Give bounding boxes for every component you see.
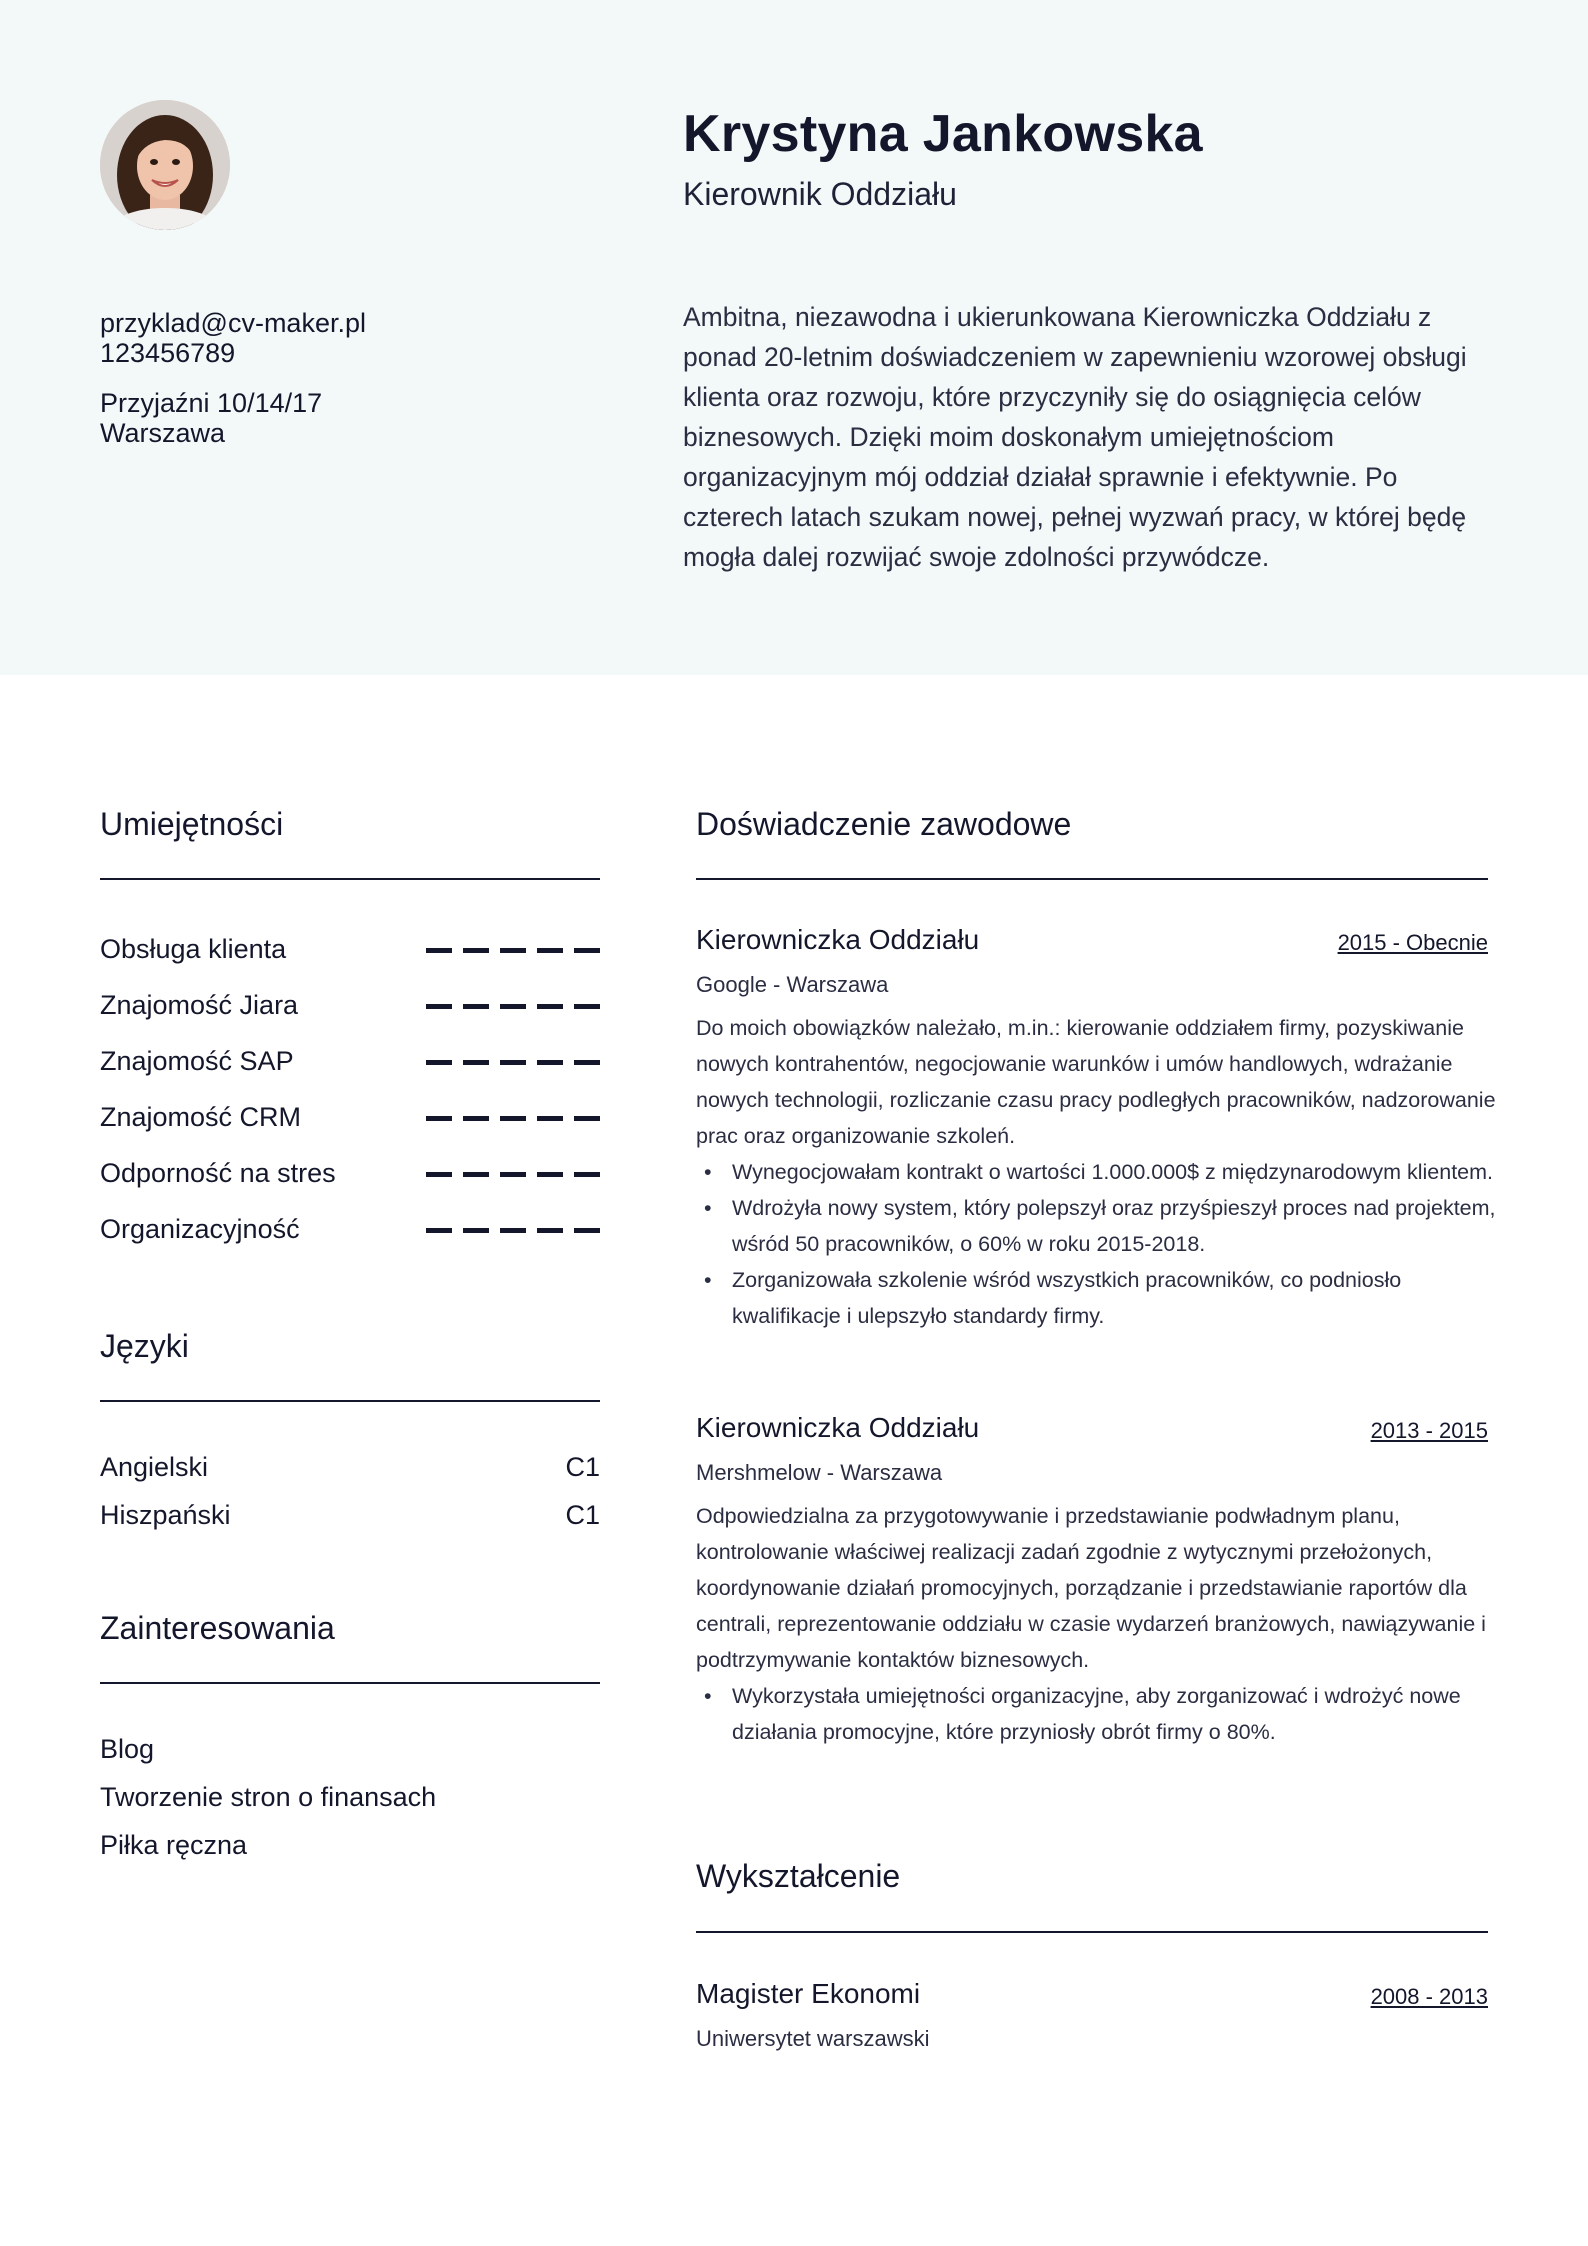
job-title: Kierowniczka Oddziału xyxy=(696,1412,980,1443)
skill-item xyxy=(100,1046,600,1080)
skill-level-bar xyxy=(426,1004,600,1010)
school-name: Uniwersytet warszawski xyxy=(696,2026,930,2051)
skill-label: Znajomość Jiara xyxy=(100,990,299,1020)
languages-divider xyxy=(100,1400,600,1402)
education-divider xyxy=(696,1931,1488,1933)
skill-label: Organizacyjność xyxy=(100,1214,300,1244)
candidate-title: Kierownik Oddziału xyxy=(683,176,957,212)
interests-title: Zainteresowania xyxy=(100,1610,335,1646)
skill-label: Odporność na stres xyxy=(100,1158,336,1188)
experience-divider xyxy=(696,878,1488,880)
job-company: Mershmelow - Warszawa xyxy=(696,1460,943,1485)
avatar-icon xyxy=(100,100,230,230)
skill-item xyxy=(100,934,600,968)
skill-item xyxy=(100,1102,600,1136)
skill-level-bar xyxy=(426,948,600,954)
interests-divider xyxy=(100,1682,600,1684)
job-dates: 2015 - Obecnie xyxy=(1337,930,1488,955)
skills-title: Umiejętności xyxy=(100,806,284,842)
achievement-item: • Wykorzystała umiejętności organizacyjne, aby zorganizować i wdrożyć nowe działania promocyjne, które przyniosły obrót firmy o 80%. xyxy=(696,1678,1496,1750)
skill-item xyxy=(100,990,600,1024)
job-achievements xyxy=(696,1678,1496,1750)
job-achievements xyxy=(696,1154,1496,1334)
profile-photo xyxy=(100,100,230,230)
phone: 123456789 xyxy=(100,338,236,368)
skill-level-bar xyxy=(426,1172,600,1178)
skill-item xyxy=(100,1158,600,1192)
achievement-item: • Zorganizowała szkolenie wśród wszystkich pracowników, co podniosło kwalifikacje i ulepszyło standardy firmy. xyxy=(696,1262,1496,1334)
skills-divider xyxy=(100,878,600,880)
city: Warszawa xyxy=(100,418,226,448)
achievement-item: • Wynegocjowałam kontrakt o wartości 1.000.000$ z międzynarodowym klientem. xyxy=(696,1154,1496,1190)
job-company: Google - Warszawa xyxy=(696,972,889,997)
achievement-item: • Wdrożyła nowy system, który polepszył oraz przyśpieszył proces nad projektem, wśród 50 pracowników, o 60% w roku 2015-2018. xyxy=(696,1190,1496,1262)
profile-summary: Ambitna, niezawodna i ukierunkowana Kierowniczka Oddziału z ponad 20-letnim doświadczeniem w zapewnieniu wzorowej obsługi klienta oraz rozwoju, które przyczyniły się do osiągnięcia celów biznesowych. Dzięki moim doskonałym umiejętnościom organizacyjnym mój oddział działał sprawnie i efektywnie. Po czterech latach szukam nowej, pełnej wyzwań pracy, w której będę mogła dalej rozwijać swoje zdolności przywódcze. xyxy=(683,302,1467,572)
skill-label: Znajomość SAP xyxy=(100,1046,294,1076)
email[interactable]: przyklad@cv-maker.pl xyxy=(100,308,366,338)
skill-item xyxy=(100,1214,600,1248)
skill-level-bar xyxy=(426,1116,600,1122)
interest-item: Blog xyxy=(100,1734,155,1764)
contact-block xyxy=(100,308,366,448)
skill-level-bar xyxy=(426,1060,600,1066)
degree-title: Magister Ekonomi xyxy=(696,1978,921,2009)
skill-level-bar xyxy=(426,1228,600,1234)
job-description: Do moich obowiązków należało, m.in.: kierowanie oddziałem firmy, pozyskiwanie nowych kontrahentów, negocjowanie warunków i umów handlowych, wdrażanie nowych technologii, rozliczanie czasu pracy podległych pracowników, nadzorowanie prac oraz organizowanie szkoleń. xyxy=(696,1016,1496,1148)
language-level: C1 xyxy=(565,1500,600,1530)
language-name: Angielski xyxy=(100,1452,209,1482)
job-title: Kierowniczka Oddziału xyxy=(696,924,980,955)
skill-label: Obsługa klienta xyxy=(100,934,287,964)
education-title: Wykształcenie xyxy=(696,1858,901,1894)
street-address: Przyjaźni 10/14/17 xyxy=(100,388,323,418)
interest-item: Tworzenie stron o finansach xyxy=(100,1782,437,1812)
language-name: Hiszpański xyxy=(100,1500,231,1530)
interest-item: Piłka ręczna xyxy=(100,1830,248,1860)
skill-label: Znajomość CRM xyxy=(100,1102,302,1132)
language-level: C1 xyxy=(565,1452,600,1482)
languages-title: Języki xyxy=(100,1328,189,1364)
education-dates: 2008 - 2013 xyxy=(1370,1984,1488,2009)
candidate-name: Krystyna Jankowska xyxy=(683,105,1203,163)
job-description: Odpowiedzialna za przygotowywanie i przedstawianie podwładnym planu, kontrolowanie właściwej realizacji zadań zgodnie z wytycznymi przełożonych, koordynowanie działań promocyjnych, porządzanie i przedstawianie raportów dla centrali, reprezentowanie oddziału w czasie wydarzeń branżowych, nawiązywanie i podtrzymywanie kontaktów biznesowych. xyxy=(696,1504,1486,1672)
header-band xyxy=(0,0,1588,675)
experience-title: Doświadczenie zawodowe xyxy=(696,806,1072,842)
job-dates: 2013 - 2015 xyxy=(1370,1418,1488,1443)
